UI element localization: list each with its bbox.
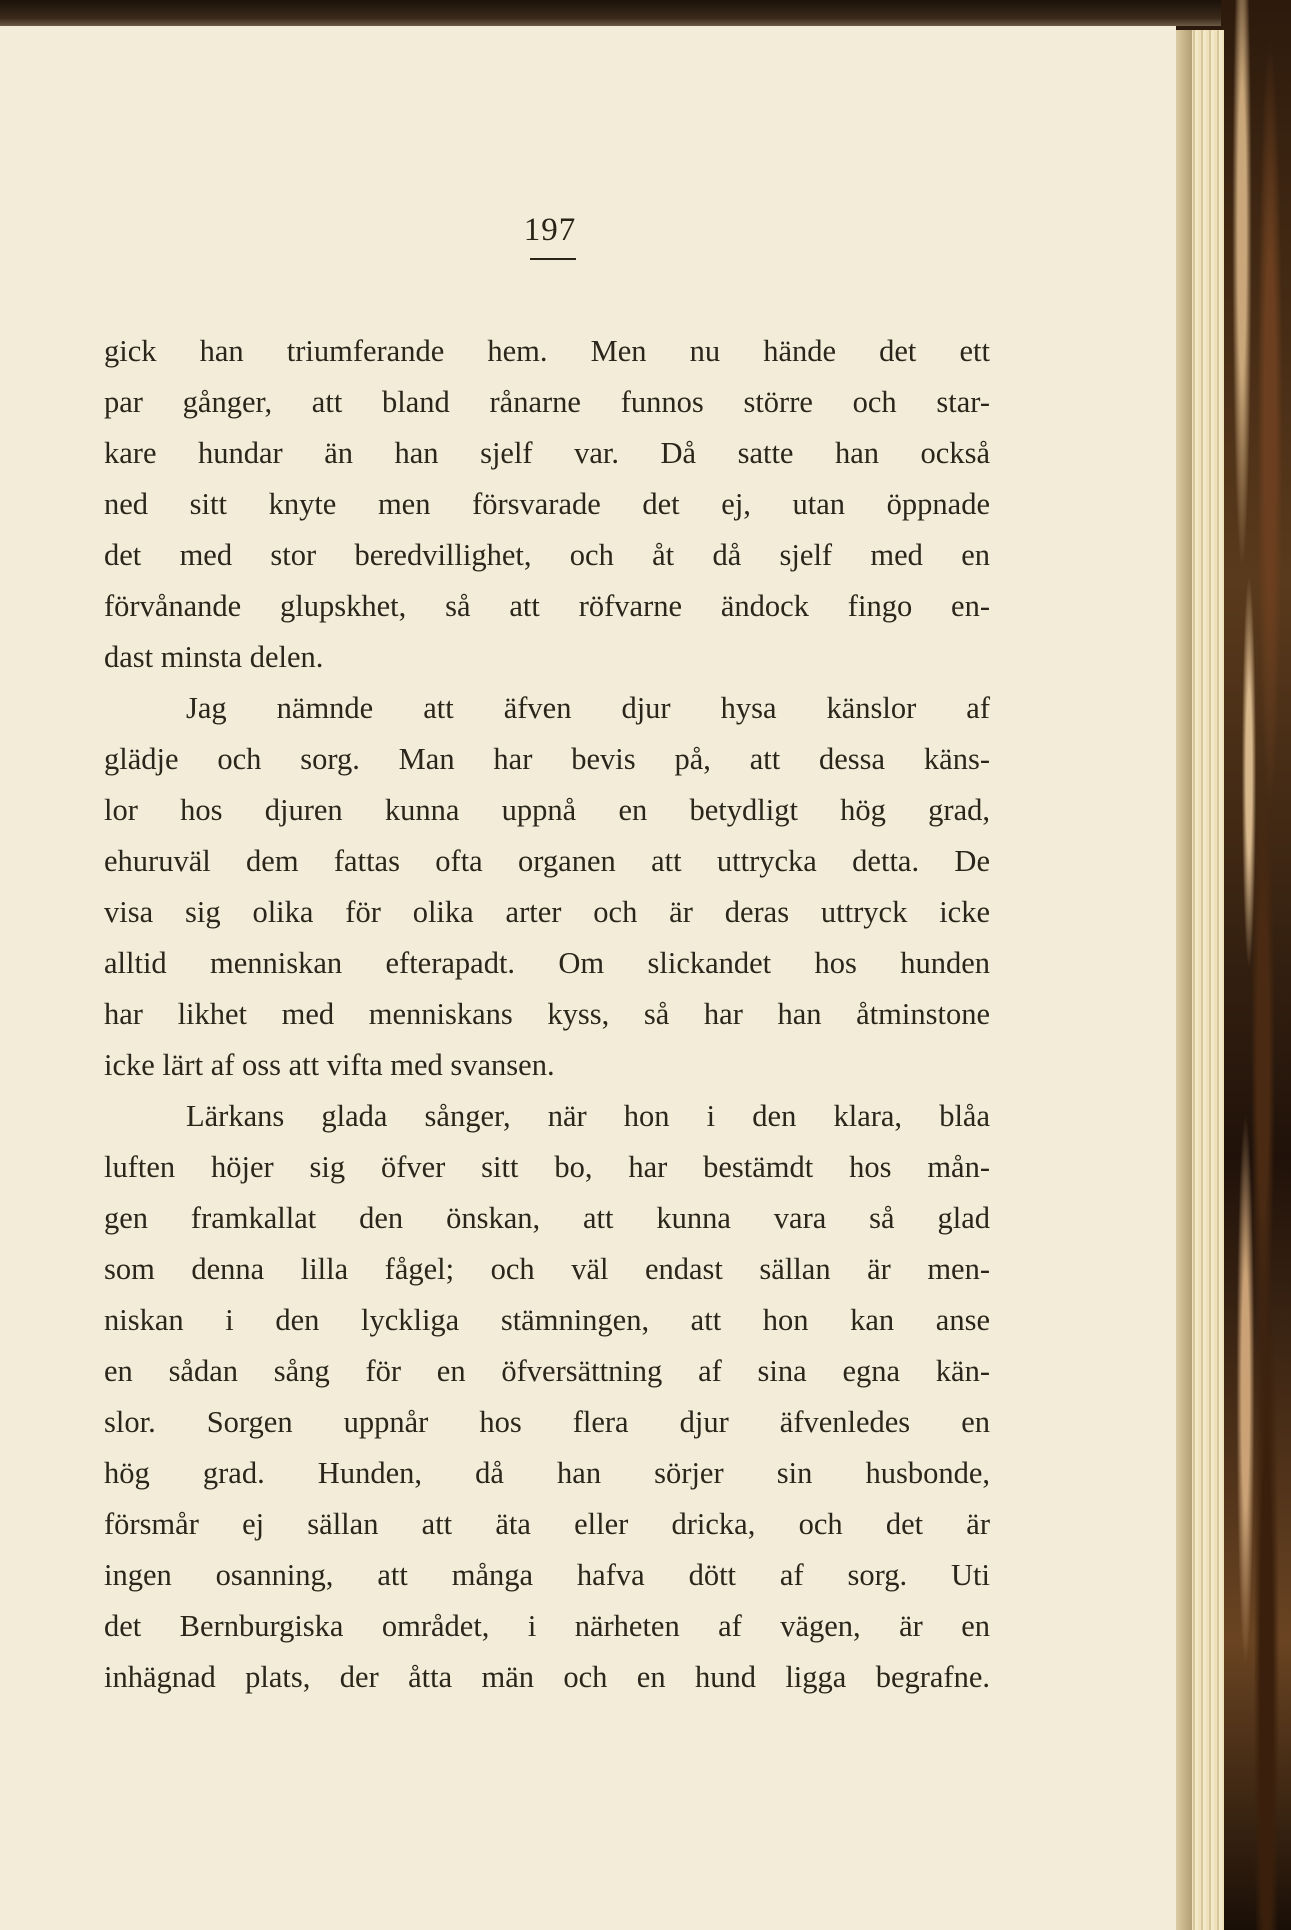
page-leaves-edge <box>1190 30 1224 1930</box>
text-line: gick han triumferande hem. Men nu hände det ett <box>104 334 990 368</box>
book-page <box>0 26 1176 1930</box>
text-line: ingen osanning, att många hafva dött af sorg. Uti <box>104 1558 990 1592</box>
text-line: Lärkans glada sånger, när hon i den klara, blåa <box>186 1099 990 1133</box>
text-line: par gånger, att bland rånarne funnos större och star- <box>104 385 990 419</box>
text-line: visa sig olika för olika arter och är deras uttryck icke <box>104 895 990 929</box>
text-line: som denna lilla fågel; och väl endast sällan är men- <box>104 1252 990 1286</box>
text-line: Jag nämnde att äfven djur hysa känslor af <box>186 691 990 725</box>
text-line: dast minsta delen. <box>104 640 324 674</box>
text-line: lor hos djuren kunna uppnå en betydligt hög grad, <box>104 793 990 827</box>
book-top-edge <box>0 0 1291 26</box>
text-line: alltid menniskan efterapadt. Om slickandet hos hunden <box>104 946 990 980</box>
text-line: ehuruväl dem fattas ofta organen att uttrycka detta. De <box>104 844 990 878</box>
text-line: en sådan sång för en öfversättning af sina egna kän- <box>104 1354 990 1388</box>
text-line: har likhet med menniskans kyss, så har han åtminstone <box>104 997 990 1031</box>
text-line: hög grad. Hunden, då han sörjer sin husbonde, <box>104 1456 990 1490</box>
text-line: gen framkallat den önskan, att kunna vara så glad <box>104 1201 990 1235</box>
page-number-rule <box>530 258 576 260</box>
text-line: slor. Sorgen uppnår hos flera djur äfvenledes en <box>104 1405 990 1439</box>
body-text <box>104 326 990 1703</box>
marbled-cover <box>1221 0 1291 1930</box>
text-line: försmår ej sällan att äta eller dricka, och det är <box>104 1507 990 1541</box>
text-line: icke lärt af oss att vifta med svansen. <box>104 1048 555 1082</box>
text-line: det med stor beredvillighet, och åt då sjelf med en <box>104 538 990 572</box>
text-line: glädje och sorg. Man har bevis på, att dessa käns- <box>104 742 990 776</box>
page-number: 197 <box>523 212 577 248</box>
text-line: inhägnad plats, der åtta män och en hund ligga begrafne. <box>104 1660 990 1694</box>
text-line: förvånande glupskhet, så att röfvarne ändock fingo en- <box>104 589 990 623</box>
text-line: kare hundar än han sjelf var. Då satte han också <box>104 436 990 470</box>
text-line: ned sitt knyte men försvarade det ej, utan öppnade <box>104 487 990 521</box>
text-line: det Bernburgiska området, i närheten af vägen, är en <box>104 1609 990 1643</box>
text-line: luften höjer sig öfver sitt bo, har bestämdt hos mån- <box>104 1150 990 1184</box>
text-line: niskan i den lyckliga stämningen, att hon kan anse <box>104 1303 990 1337</box>
